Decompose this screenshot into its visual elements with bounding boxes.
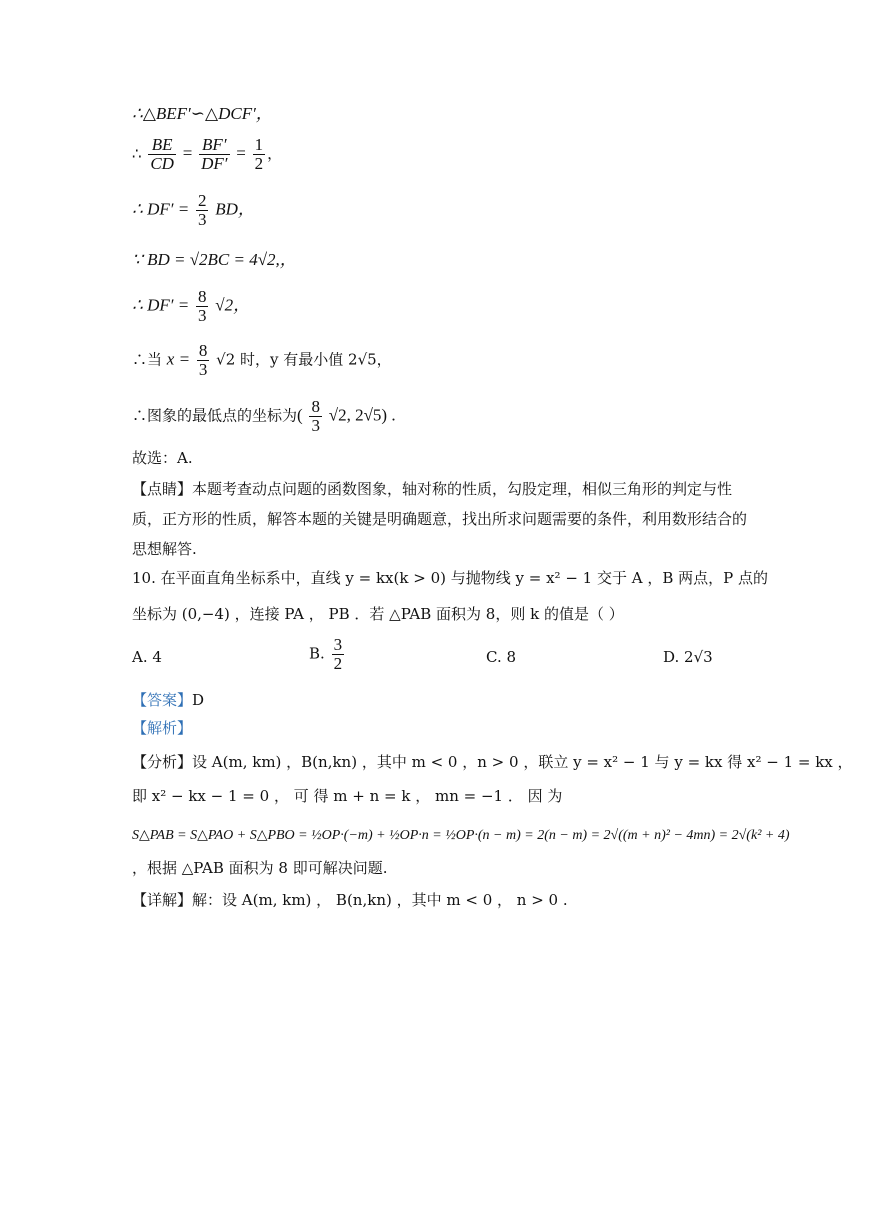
fenxi-line2: 即 x² − kx − 1 = 0 ， 可 得 m + n = k ， mn = −1 ． 因 为: [132, 787, 563, 805]
fenxi-line1: 【分析】设 A(m, km) ，B(n,kn) ，其中 m < 0 ，n > 0 ，联立 y = x² − 1 与 y = kx 得 x² − 1 = kx ，: [132, 753, 853, 771]
fenxi-line3: S△PAB = S△PAO + S△PBO = ½OP·(−m) + ½OP·n = ½OP·(n − m) = 2(n − m) = 2√((m + n)² − 4mn) = 2√(k² + 4): [132, 828, 790, 843]
xiangjie-line: 【详解】解：设 A(m, km) ， B(n,kn) ，其中 m < 0 ， n > 0 .: [132, 891, 568, 909]
option-b: B. $\frac{3}{2}$: [309, 635, 343, 673]
analysis-label: 【解析】: [132, 719, 193, 737]
dianjing-label: 【点睛】: [132, 480, 193, 498]
step-lowest-point: ∴图象的最低点的坐标为( $\frac{8}{3}$ √2, 2√5) .: [132, 397, 396, 435]
q10-line2: 坐标为 (0,−4) ，连接 PA ， PB ．若 △PAB 面积为 8，则 k 的值是（ ）: [132, 605, 624, 623]
step-min-value: ∴当 x = $\frac{8}{3}$ √2 时，y 有最小值 2√5，: [132, 341, 392, 379]
step-similar: ∴△BEF′∽△DCF′，: [132, 104, 273, 123]
fenxi-label: 【分析】: [132, 753, 193, 771]
option-a: A. 4: [132, 648, 162, 666]
answer-label: 【答案】: [132, 691, 193, 709]
option-c: C. 8: [486, 648, 517, 666]
dianjing-paragraph: 【点睛】本题考查动点问题的函数图象，轴对称的性质，勾股定理，相似三角形的判定与性质，正方形的性质，解答本题的关键是明确题意，找出所求问题需要的条件，利用数形结合的思想解答.: [132, 480, 748, 558]
choice-line: 故选：A.: [132, 449, 193, 467]
step-bd-value: ∵ BD = √2BC = 4√2,，: [132, 250, 297, 269]
xiangjie-label: 【详解】: [132, 891, 193, 909]
answer-line: 【答案】D: [132, 691, 205, 709]
step-df-value: ∴ DF′ = $\frac{8}{3}$ √2，: [132, 287, 251, 325]
option-d: D. 2√3: [663, 648, 713, 666]
fenxi-line4: ，根据 △PAB 面积为 8 即可解决问题.: [132, 859, 388, 877]
step-ratio: ∴ $\frac{BE}{CD}$ = $\frac{BF'}{DF'}$ = $\frac{1}{2}$ ，: [132, 135, 283, 173]
q10-line1: 10. 在平面直角坐标系中，直线 y = kx(k > 0) 与抛物线 y = x² − 1 交于 A ，B 两点，P 点的: [132, 569, 768, 587]
step-df-bd: ∴ DF′ = $\frac{2}{3}$ BD，: [132, 191, 255, 229]
